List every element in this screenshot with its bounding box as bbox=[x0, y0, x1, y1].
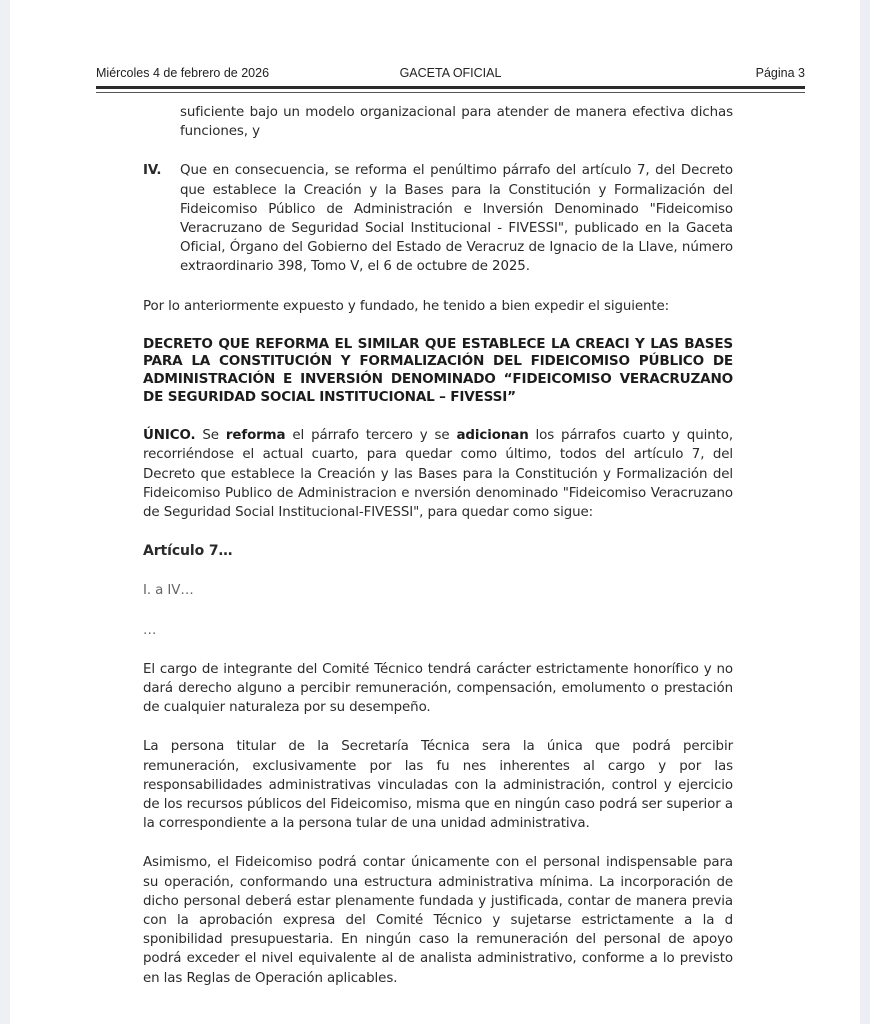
unico-text-1: Se bbox=[195, 428, 226, 444]
considerando-item-iv bbox=[143, 161, 733, 276]
document-body bbox=[143, 103, 733, 988]
unico-text-3: los párrafos cuarto y quinto, recorriéndose el actual cuarto, para quedar como último, todos del artículo 7, del Decreto que establece la Creación y las Bases para la Constitución y Formalización del Fideicomiso Publico de Administracion e nversión denominado "Fideicomiso Veracruzano de Seguridad Social Institucional-FIVESSI", para quedar como sigue: bbox=[143, 428, 733, 521]
decree-title: DECRETO QUE REFORMA EL SIMILAR QUE ESTABLECE LA CREACI Y LAS BASES PARA LA CONSTITUCIÓN Y FORMALIZACIÓN DEL FIDEICOMISO PÚBLICO DE ADMINISTRACIÓN E INVERSIÓN DENOMINADO “FIDEICOMISO VERACRUZANO DE SEGURIDAD SOCIAL INSTITUCIONAL – FIVESSI” bbox=[143, 335, 733, 405]
continuation-paragraph: suficiente bajo un modelo organizacional para atender de manera efectiva dichas funciones, y bbox=[180, 105, 733, 140]
unico-bold-reforma: reforma bbox=[225, 428, 286, 444]
unico-text-2: el párrafo tercero y se bbox=[285, 428, 457, 444]
article-paragraph-2: La persona titular de la Secretaría Técnica sera la única que podrá percibir remuneración, exclusivamente por las fu nes inherentes al cargo y por las responsabilidades administrativas vinculadas con la administración, control y ejercicio de los recursos públicos del Fideicomiso, misma que en ningún caso podrá ser superior a la correspondiente a la persona tular de una unidad administrativa. bbox=[143, 739, 733, 832]
intro-paragraph: Por lo anteriormente expuesto y fundado, he tenido a bien expedir el siguiente: bbox=[143, 298, 670, 314]
item-text: Que en consecuencia, se reforma el penúltimo párrafo del artículo 7, del Decreto que establece la Creación y la Bases para la Constitución y Formalización del Fideicomiso Público de Administración e Inversión Denominado "Fideicomiso Veracruzano de Seguridad Social Institucional - FIVESSI", publicado en la Gaceta Oficial, Órgano del Gobierno del Estado de Veracruz de Ignacio de la Llave, número extraordinario 398, Tomo V, el 6 de octubre de 2025. bbox=[180, 163, 733, 275]
article-heading: Artículo 7… bbox=[143, 543, 233, 560]
article-ellipsis: … bbox=[143, 622, 157, 638]
article-paragraph-1: El cargo de integrante del Comité Técnico tendrá carácter estrictamente honorífico y no dará derecho alguno a percibir remuneración, compensación, emolumento o prestación de cualquier naturaleza por su desempeño. bbox=[143, 661, 733, 716]
header-rule-thick bbox=[96, 86, 805, 89]
header-publication-title: GACETA OFICIAL bbox=[399, 66, 502, 80]
right-gutter bbox=[860, 0, 870, 1024]
article-fractions: I. a IV… bbox=[143, 583, 194, 599]
unico-paragraph bbox=[143, 426, 733, 522]
item-number: IV. bbox=[143, 163, 162, 179]
header-rule-thin bbox=[96, 92, 805, 93]
article-paragraph-3: Asimismo, el Fideicomiso podrá contar únicamente con el personal indispensable para su operación, conformando una estructura administrativa mínima. La incorporación de dicho personal deberá estar plenamente fundada y justificada, contar de manera previa con la aprobación expresa del Comité Técnico y sujetarse estrictamente a la d sponibilidad presupuestaria. En ningún caso la remuneración del personal de apoyo podrá exceder el nivel equivalente al de analista administrativo, conforme a lo previsto en las Reglas de Operación aplicables. bbox=[143, 855, 733, 986]
page-header bbox=[96, 66, 805, 93]
document-page bbox=[10, 0, 860, 1024]
unico-label: ÚNICO. bbox=[143, 428, 196, 444]
unico-bold-adicionan: adicionan bbox=[456, 428, 529, 444]
header-date: Miércoles 4 de febrero de 2026 bbox=[96, 66, 270, 80]
header-page-number: Página 3 bbox=[755, 66, 805, 80]
